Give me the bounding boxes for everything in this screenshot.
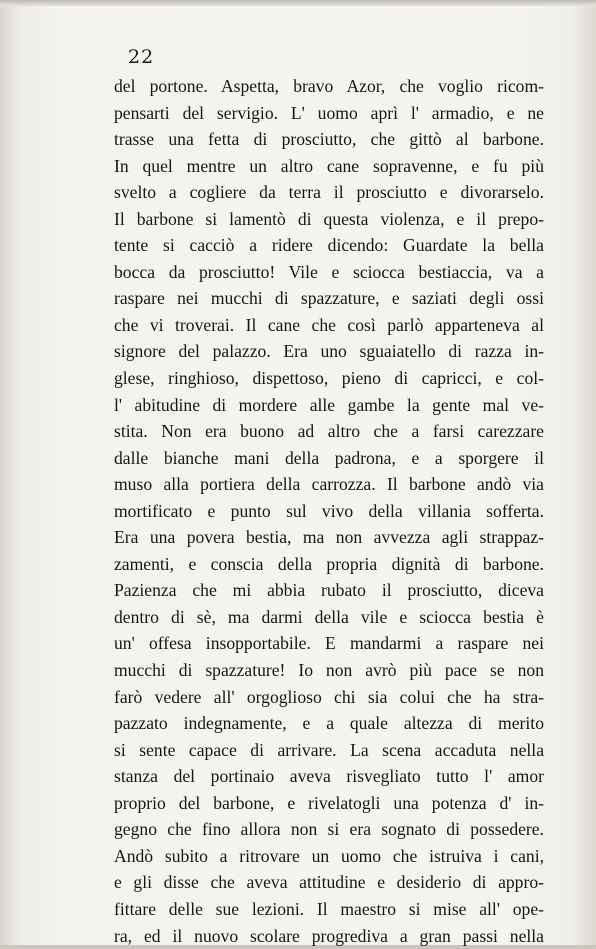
text-line: gegno che fino allora non si era sognato di possedere.: [114, 816, 544, 843]
text-line: stita. Non era buono ad altro che a farsi carezzare: [114, 418, 544, 445]
text-line: muso alla portiera della carrozza. Il barbone andò via: [114, 471, 544, 498]
text-line: bocca da prosciutto! Vile e sciocca bestiaccia, va a: [114, 259, 544, 286]
text-line: glese, ringhioso, dispettoso, pieno di capricci, e col-: [114, 365, 544, 392]
text-line: mucchi di spazzature! Io non avrò più pace se non: [114, 657, 544, 684]
text-line: trasse una fetta di prosciutto, che gittò al barbone.: [114, 126, 544, 153]
text-line: e gli disse che aveva attitudine e desiderio di appro-: [114, 869, 544, 896]
text-line: pazzato indegnamente, e a quale altezza di merito: [114, 710, 544, 737]
text-line: del portone. Aspetta, bravo Azor, che voglio ricom-: [114, 73, 544, 100]
text-line: dalle bianche mani della padrona, e a sporgere il: [114, 445, 544, 472]
text-line: dentro di sè, ma darmi della vile e sciocca bestia è: [114, 604, 544, 631]
text-line: raspare nei mucchi di spazzature, e saziati degli ossi: [114, 285, 544, 312]
text-line: signore del palazzo. Era uno sguaiatello di razza in-: [114, 338, 544, 365]
text-line: Andò subito a ritrovare un uomo che istruiva i cani,: [114, 843, 544, 870]
page-number: 22: [128, 46, 154, 68]
text-line: zamenti, e conscia della propria dignità di barbone.: [114, 551, 544, 578]
body-text: [114, 73, 544, 949]
text-line: farò vedere all' orgoglioso chi sia colui che ha stra-: [114, 684, 544, 711]
text-line: pensarti del servigio. L' uomo aprì l' armadio, e ne: [114, 100, 544, 127]
text-line: l' abitudine di mordere alle gambe la gente mal ve-: [114, 392, 544, 419]
text-line: fittare delle sue lezioni. Il maestro si mise all' ope-: [114, 896, 544, 923]
page-top-edge: [0, 0, 596, 6]
text-line: che vi troverai. Il cane che così parlò apparteneva al: [114, 312, 544, 339]
text-line: proprio del barbone, e rivelatogli una potenza d' in-: [114, 790, 544, 817]
text-line: svelto a cogliere da terra il prosciutto e divorarselo.: [114, 179, 544, 206]
text-line: ra, ed il nuovo scolare progrediva a gran passi nella: [114, 923, 544, 949]
text-line: Era una povera bestia, ma non avvezza agli strappaz-: [114, 524, 544, 551]
text-line: stanza del portinaio aveva risvegliato tutto l' amor: [114, 763, 544, 790]
text-line: un' offesa insopportabile. E mandarmi a raspare nei: [114, 630, 544, 657]
text-line: In quel mentre un altro cane sopravenne, e fu più: [114, 153, 544, 180]
text-line: Pazienza che mi abbia rubato il prosciutto, diceva: [114, 577, 544, 604]
text-line: mortificato e punto sul vivo della villania sofferta.: [114, 498, 544, 525]
text-line: Il barbone si lamentò di questa violenza, e il prepo-: [114, 206, 544, 233]
text-line: si sente capace di arrivare. La scena accaduta nella: [114, 737, 544, 764]
text-line: tente si cacciò a ridere dicendo: Guardate la bella: [114, 232, 544, 259]
